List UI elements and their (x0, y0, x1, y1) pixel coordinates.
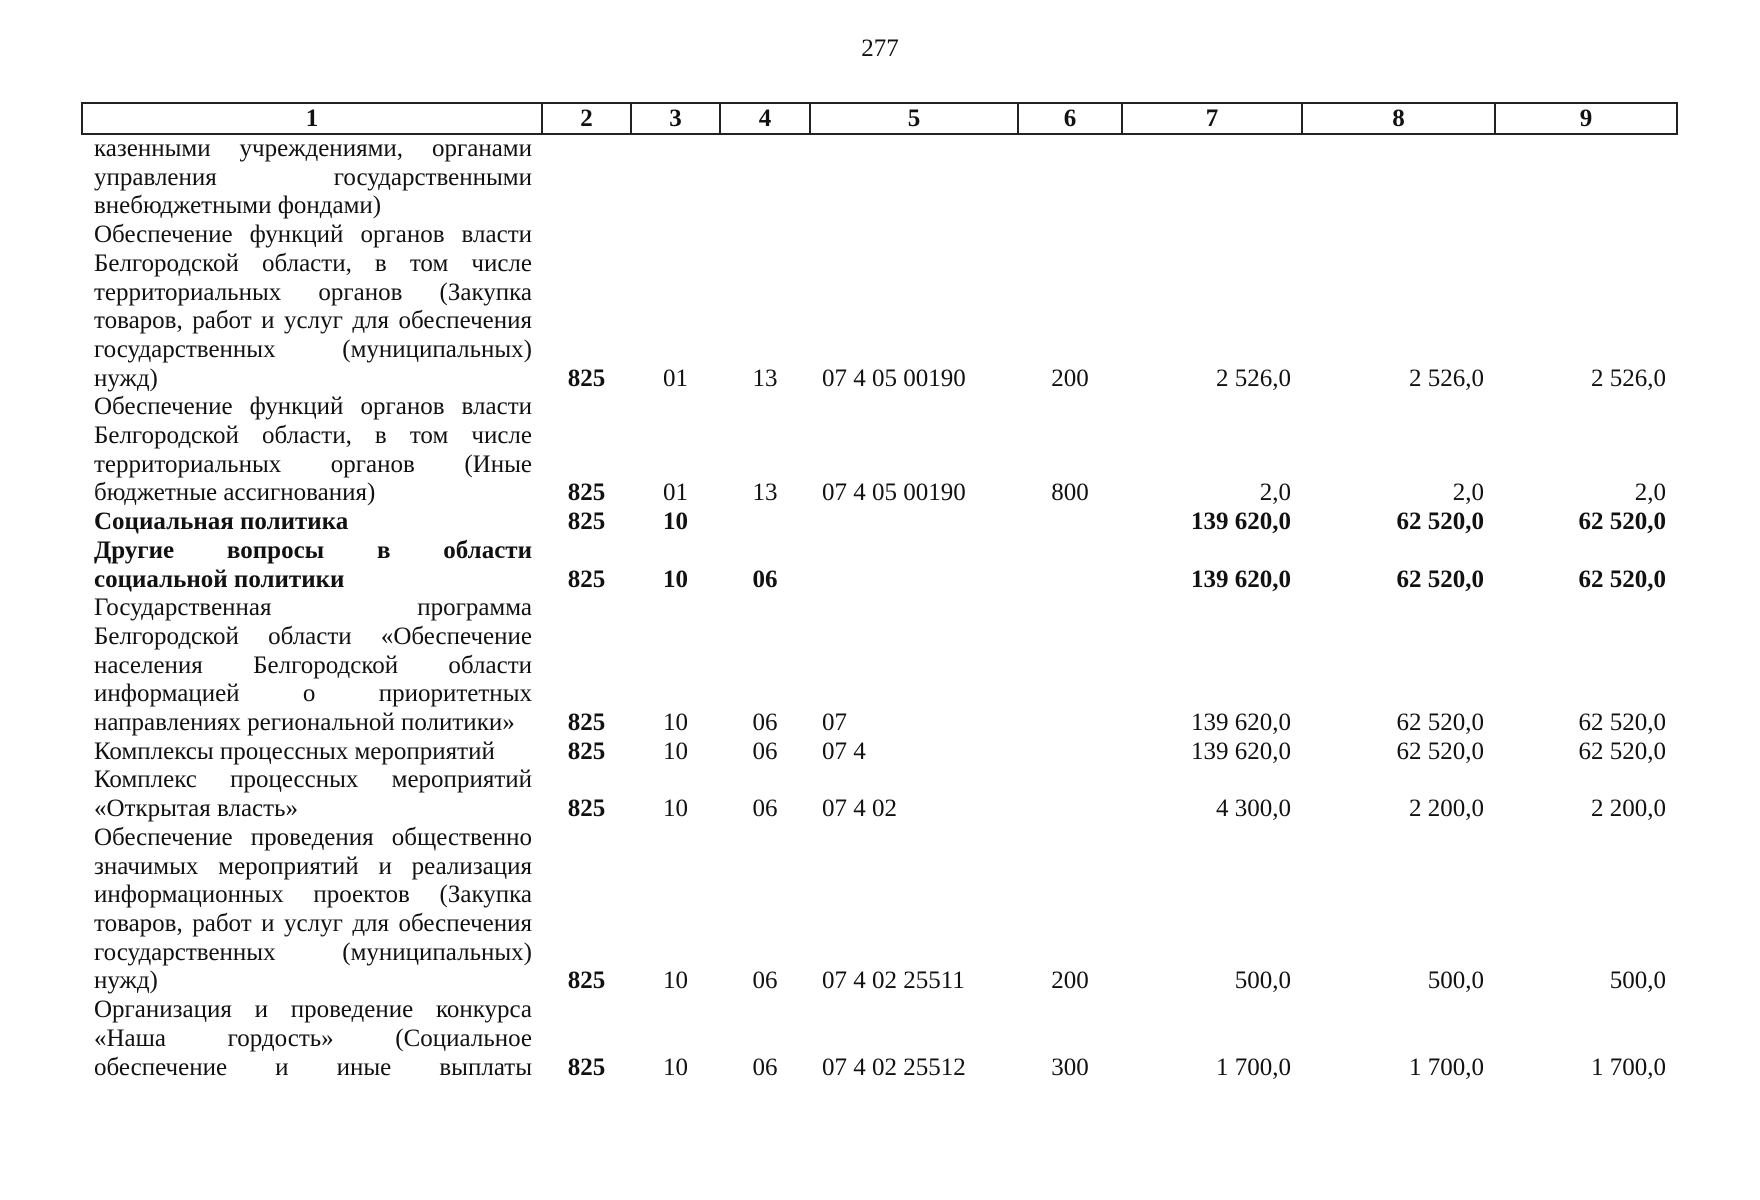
column-header: 9 (1495, 103, 1677, 134)
target-code (810, 134, 1018, 221)
amount-col7: 139 620,0 (1191, 508, 1291, 536)
subsection-code: 06 (752, 1053, 778, 1081)
amount-col7: 139 620,0 (1191, 709, 1291, 737)
subsection-code (720, 134, 810, 221)
section-code: 10 (663, 565, 688, 593)
expense-type-code: 200 (1051, 967, 1089, 995)
amount-col7: 1 700,0 (1216, 1053, 1291, 1081)
target-code: 07 4 02 (822, 795, 897, 823)
subsection-code: 06 (752, 737, 778, 765)
row-name: Обеспечение функций органов власти Белгородской области, в том числе территориальных органов (Иные бюджетные ассигнования) (94, 393, 532, 507)
column-header: 3 (631, 103, 720, 134)
expense-type-code (1018, 594, 1122, 738)
table-row (82, 824, 1677, 996)
amount-col9: 2 526,0 (1591, 364, 1666, 392)
column-number-header (82, 103, 1677, 134)
admin-code: 825 (567, 967, 606, 995)
section-code: 10 (663, 709, 688, 737)
row-name: Обеспечение проведения общественно значимых мероприятий и реализация информационных проектов (Закупка товаров, работ и услуг для обеспечения государственных (муниципальных) нужд) (94, 823, 532, 995)
table-row (82, 996, 1677, 1082)
expense-type-code (1018, 537, 1122, 594)
admin-code: 825 (567, 479, 606, 507)
column-header: 4 (720, 103, 810, 134)
row-name: Другие вопросы в области социальной политики (94, 536, 532, 593)
admin-code: 825 (567, 737, 606, 765)
expense-type-code: 300 (1051, 1053, 1089, 1081)
admin-code: 825 (567, 795, 606, 823)
subsection-code: 06 (752, 967, 778, 995)
row-name: Государственная программа Белгородской области «Обеспечение населения Белгородской области информацией о приоритетных направлениях региональной политики» (94, 594, 532, 737)
section-code: 10 (663, 1053, 688, 1081)
section-code: 10 (663, 967, 688, 995)
target-code (810, 537, 1018, 594)
column-header: 5 (810, 103, 1018, 134)
row-name: Обеспечение функций органов власти Белгородской области, в том числе территориальных органов (Закупка товаров, работ и услуг для обеспечения государственных (муниципальных) нужд) (94, 221, 532, 392)
section-code: 01 (663, 479, 688, 507)
table-row (82, 221, 1677, 393)
admin-code: 825 (567, 508, 606, 536)
amount-col9: 62 520,0 (1578, 709, 1666, 737)
amount-col7: 139 620,0 (1191, 737, 1291, 765)
admin-code (542, 134, 631, 221)
amount-col9 (1495, 134, 1677, 221)
expense-type-code (1018, 134, 1122, 221)
amount-col8 (1302, 134, 1495, 221)
admin-code: 825 (567, 364, 606, 392)
target-code: 07 4 02 25512 (822, 1053, 966, 1081)
row-name: Комплексы процессных мероприятий (94, 737, 495, 765)
target-code: 07 (822, 709, 847, 737)
table-row (82, 393, 1677, 508)
column-header: 2 (542, 103, 631, 134)
expense-type-code (1018, 738, 1122, 767)
column-header: 7 (1122, 103, 1302, 134)
target-code: 07 4 05 00190 (822, 479, 966, 507)
table-row (82, 508, 1677, 537)
table-row (82, 134, 1677, 221)
amount-col8: 500,0 (1427, 967, 1484, 995)
amount-col7 (1122, 134, 1302, 221)
expense-type-code: 800 (1051, 479, 1089, 507)
subsection-code: 06 (752, 795, 778, 823)
amount-col7: 4 300,0 (1216, 795, 1291, 823)
target-code: 07 4 02 25511 (822, 967, 965, 995)
column-header: 8 (1302, 103, 1495, 134)
amount-col8: 2 526,0 (1409, 364, 1484, 392)
budget-table (81, 102, 1678, 1082)
amount-col8: 2 200,0 (1409, 795, 1484, 823)
amount-col8: 62 520,0 (1396, 508, 1484, 536)
admin-code: 825 (567, 709, 606, 737)
expense-type-code: 200 (1051, 364, 1089, 392)
row-name: Комплекс процессных мероприятий «Открытая власть» (94, 766, 532, 823)
amount-col9: 62 520,0 (1578, 737, 1666, 765)
subsection-code: 06 (752, 565, 778, 593)
amount-col8: 2,0 (1452, 479, 1484, 507)
section-code: 01 (663, 364, 688, 392)
amount-col7: 139 620,0 (1191, 565, 1291, 593)
amount-col9: 62 520,0 (1578, 565, 1666, 593)
table-row (82, 766, 1677, 823)
admin-code: 825 (567, 565, 606, 593)
amount-col7: 2,0 (1259, 479, 1291, 507)
subsection-code: 13 (752, 364, 778, 392)
row-name: Организация и проведение конкурса «Наша гордость» (Социальное обеспечение и иные выплаты (94, 996, 532, 1081)
page-number: 277 (861, 35, 899, 62)
expense-type-code (1018, 508, 1122, 537)
row-name: Социальная политика (94, 508, 349, 536)
table-body (82, 134, 1677, 1082)
target-code (810, 508, 1018, 537)
amount-col7: 2 526,0 (1216, 364, 1291, 392)
section-code: 10 (663, 508, 688, 536)
expense-type-code (1018, 766, 1122, 823)
admin-code: 825 (567, 1053, 606, 1081)
subsection-code (720, 508, 810, 537)
amount-col9: 1 700,0 (1591, 1053, 1666, 1081)
section-code (631, 134, 720, 221)
section-code: 10 (663, 795, 688, 823)
column-header: 1 (82, 103, 542, 134)
table-row (82, 738, 1677, 767)
amount-col9: 500,0 (1609, 967, 1666, 995)
amount-col8: 62 520,0 (1396, 709, 1484, 737)
target-code: 07 4 05 00190 (822, 364, 966, 392)
amount-col9: 2,0 (1634, 479, 1666, 507)
table-row (82, 537, 1677, 594)
amount-col8: 1 700,0 (1409, 1053, 1484, 1081)
column-header: 6 (1018, 103, 1122, 134)
amount-col8: 62 520,0 (1396, 565, 1484, 593)
target-code: 07 4 (822, 737, 866, 765)
table-row (82, 594, 1677, 738)
amount-col8: 62 520,0 (1396, 737, 1484, 765)
amount-col7: 500,0 (1234, 967, 1291, 995)
amount-col9: 62 520,0 (1578, 508, 1666, 536)
amount-col9: 2 200,0 (1591, 795, 1666, 823)
subsection-code: 13 (752, 479, 778, 507)
subsection-code: 06 (752, 709, 778, 737)
section-code: 10 (663, 737, 688, 765)
row-name: казенными учреждениями, органами управления государственными внебюджетными фондами) (94, 135, 532, 220)
